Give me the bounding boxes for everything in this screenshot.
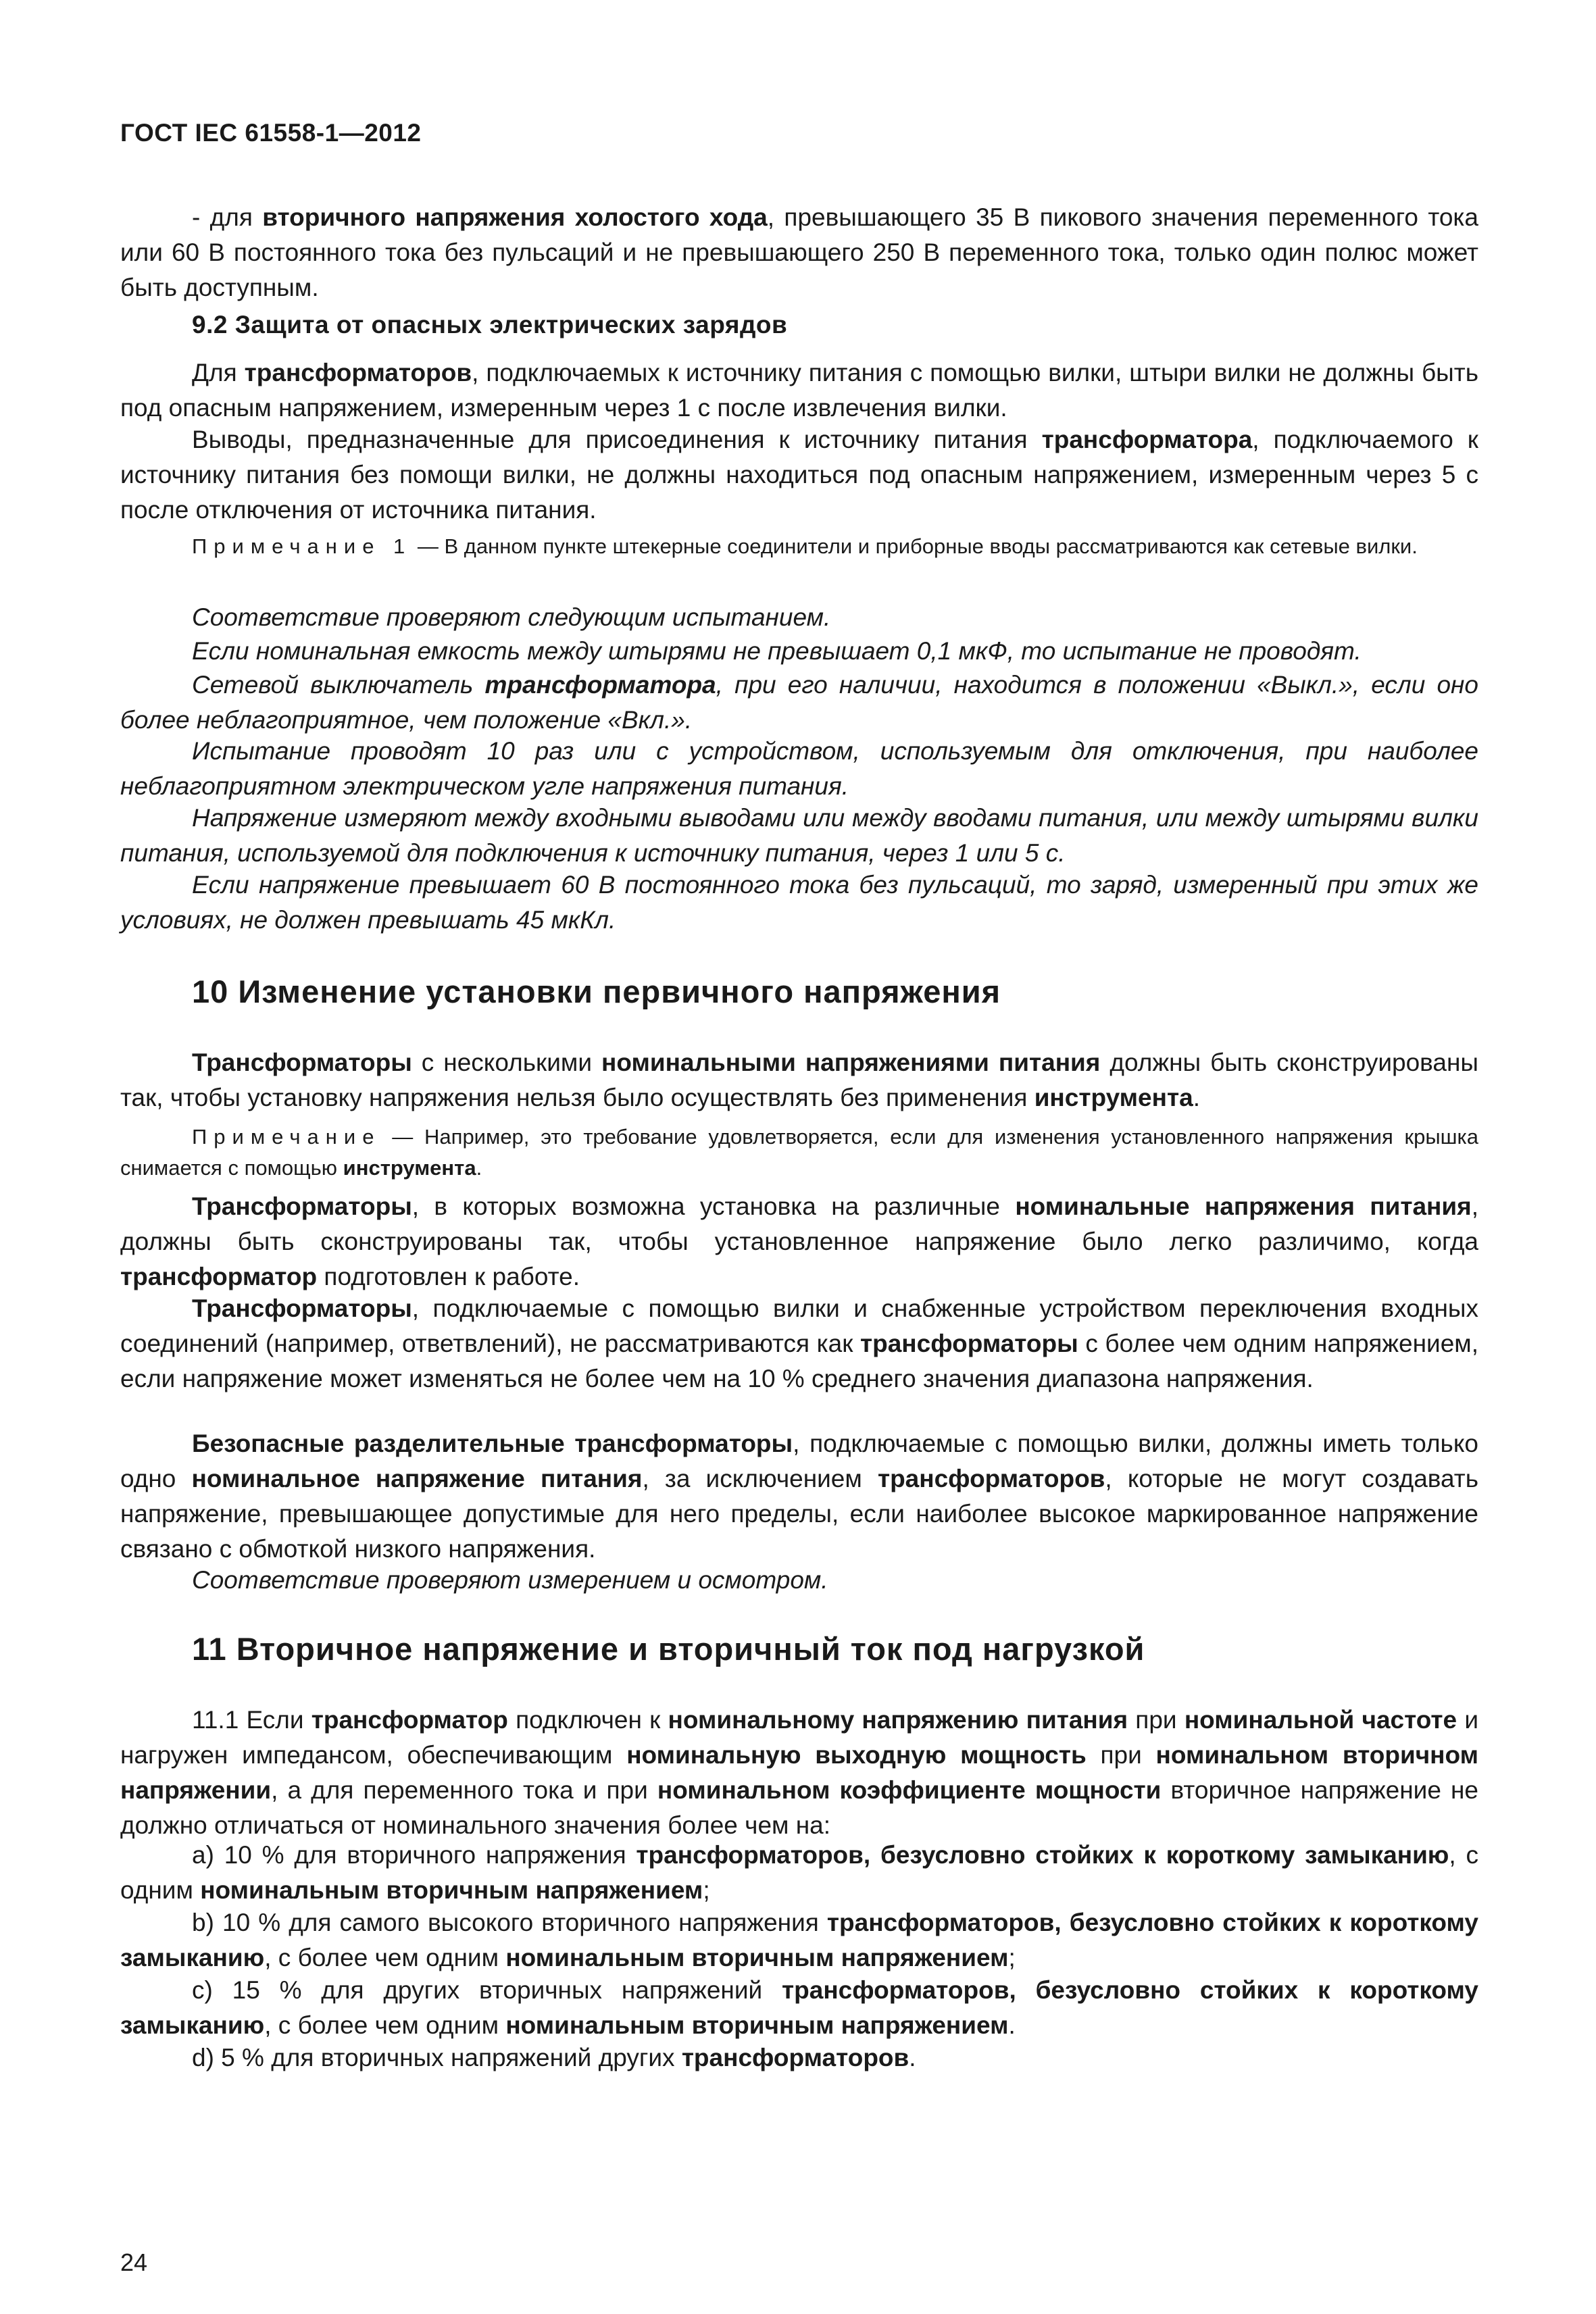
test-repetition: Испытание проводят 10 раз или с устройством, используемым для отключения, при наиболее неблагоприятном электрическом угле напряжения питания.	[120, 737, 1478, 800]
voltage-measurement: Напряжение измеряют между входными выводами или между вводами питания, или между штырями вилки питания, используемой для подключения к источнику питания, через 1 или 5 с.	[120, 804, 1478, 867]
note-1: Примечание 1 — В данном пункте штекерные соединители и приборные вводы рассматриваются как сетевые вилки.	[192, 534, 1418, 558]
paragraph-multiple-voltages: Трансформаторы с несколькими номинальными напряжениями питания должны быть сконструированы так, чтобы установку напряжения нельзя было осуществлять без применения инструмента.	[120, 1049, 1479, 1111]
paragraph-voltage-setting-visible: Трансформаторы, в которых возможна установка на различные номинальные напряжения питания, должны быть сконструированы так, чтобы установленное напряжение было легко различимо, когда трансформатор подготовлен к работе.	[120, 1192, 1478, 1290]
paragraph-11-1: 11.1 Если трансформатор подключен к номинальному напряжению питания при номинальной частоте и нагружен импедансом, обеспечивающим номинальную выходную мощность при номинальном вторичном напряжении, а для переменного тока и при номинальном коэффициенте мощности вторичное напряжение не должно отличаться от номинального значения более чем на:	[120, 1706, 1479, 1839]
page-number: 24	[120, 2248, 148, 2276]
list-item-a: а) 10 % для вторичного напряжения трансформаторов, безусловно стойких к короткому замыканию, с одним номинальным вторичным напряжением;	[120, 1841, 1478, 1904]
list-item-b: b) 10 % для самого высокого вторичного напряжения трансформаторов, безусловно стойких к короткому замыканию, с более чем одним номинальным вторичным напряжением;	[120, 1909, 1478, 1971]
capacitance-condition: Если номинальная емкость между штырями не превышает 0,1 мкФ, то испытание не проводят.	[192, 637, 1362, 665]
document-page	[120, 0, 1478, 2314]
mains-switch-position: Сетевой выключатель трансформатора, при его наличии, находится в положении «Выкл.», если оно более неблагоприятное, чем положение «Вкл.».	[120, 671, 1478, 734]
paragraph-safety-isolating: Безопасные разделительные трансформаторы, подключаемые с помощью вилки, должны иметь только одно номинальное напряжение питания, за исключением трансформаторов, которые не могут создавать напряжение, превышающее допустимые для него пределы, если наиболее высокое маркированное напряжение связано с обмоткой низкого напряжения.	[120, 1430, 1479, 1563]
paragraph-plug-pins: Для трансформаторов, подключаемых к источнику питания с помощью вилки, штыри вилки не должны быть под опасным напряжением, измеренным через 1 с после извлечения вилки.	[120, 359, 1478, 422]
document-header: ГОСТ IEC 61558-1—2012	[120, 119, 422, 147]
list-item-d: d) 5 % для вторичных напряжений других трансформаторов.	[192, 2044, 916, 2071]
paragraph-terminals: Выводы, предназначенные для присоединения к источнику питания трансформатора, подключаемого к источнику питания без помощи вилки, не должны находиться под опасным напряжением, измеренным через 5 с после отключения от источника питания.	[120, 426, 1478, 524]
section-heading-9-2: 9.2 Защита от опасных электрических зарядов	[192, 311, 788, 338]
section-heading-10: 10 Изменение установки первичного напряжения	[192, 974, 1001, 1009]
section-heading-11: 11 Вторичное напряжение и вторичный ток под нагрузкой	[192, 1631, 1145, 1667]
compliance-check-intro: Соответствие проверяют следующим испытанием.	[192, 603, 831, 631]
note-tool: Примечание — Например, это требование удовлетворяется, если для изменения установленного напряжения крышка снимается с помощью инструмента.	[120, 1125, 1478, 1180]
compliance-measurement-inspection: Соответствие проверяют измерением и осмотром.	[192, 1566, 828, 1594]
charge-limit: Если напряжение превышает 60 В постоянного тока без пульсаций, то заряд, измеренный при этих же условиях, не должен превышать 45 мкКл.	[120, 871, 1478, 934]
list-item-c: с) 15 % для других вторичных напряжений трансформаторов, безусловно стойких к короткому замыканию, с более чем одним номинальным вторичным напряжением.	[120, 1976, 1478, 2039]
paragraph-open-circuit-voltage: - для вторичного напряжения холостого хода, превышающего 35 В пикового значения переменного тока или 60 В постоянного тока без пульсаций и не превышающего 250 В переменного тока, только один полюс может быть доступным.	[120, 203, 1479, 301]
paragraph-tap-switching: Трансформаторы, подключаемые с помощью вилки и снабженные устройством переключения входных соединений (например, ответвлений), не рассматриваются как трансформаторы с более чем одним напряжением, если напряжение может изменяться не более чем на 10 % среднего значения диапазона напряжения.	[120, 1294, 1478, 1392]
